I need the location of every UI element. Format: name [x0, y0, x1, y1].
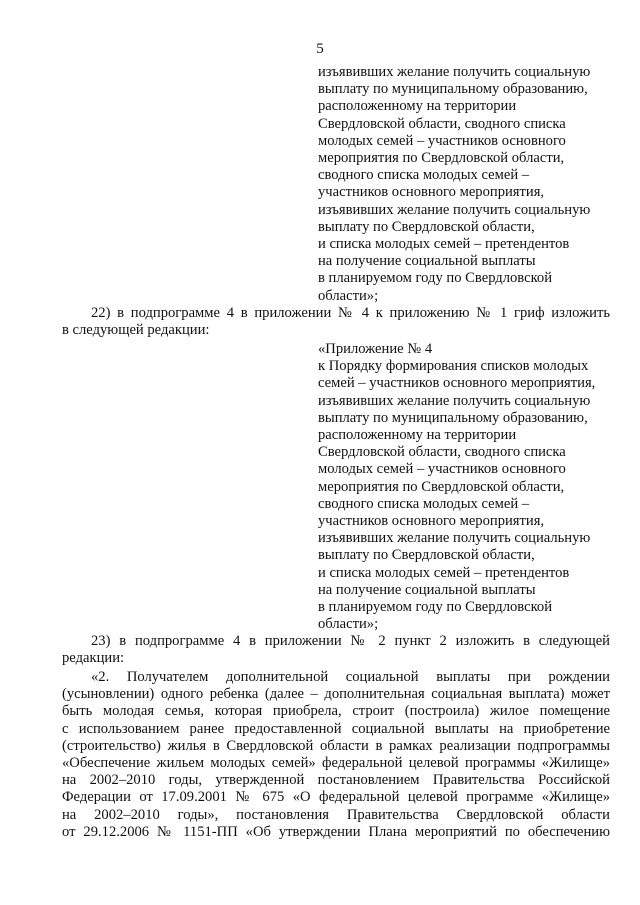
paragraph-line: 23) в подпрограмме 4 в приложении № 2 пункт 2 изложить в следующей: [91, 633, 610, 649]
grif-line: выплату по муниципальному образованию,: [318, 81, 588, 98]
paragraph-line: (строительство) жилья в Свердловской области в рамках реализации подпрограммы: [62, 737, 610, 754]
paragraph-line: от 29.12.2006 № 1151-ПП «Об утверждении Плана мероприятий по обеспечению: [62, 823, 610, 840]
grif-line: изъявивших желание получить социальную: [318, 201, 591, 218]
paragraph-line: «Обеспечение жильем молодых семей» федеральной целевой программы «Жилище»: [62, 755, 610, 772]
grif-continuation: [318, 64, 618, 305]
item-23-paragraph: [62, 633, 610, 667]
grif-line: участников основного мероприятия,: [318, 184, 545, 201]
grif-line: и списка молодых семей – претендентов: [318, 236, 570, 253]
grif-line: выплату по Свердловской области,: [318, 547, 535, 564]
paragraph-line: 22) в подпрограмме 4 в приложении № 4 к приложению № 1 гриф изложить: [91, 305, 610, 321]
paragraph-line: на 2002–2010 годы», постановления Правительства Свердловской области: [62, 806, 610, 823]
paragraph-line: в следующей редакции:: [62, 322, 210, 339]
grif-line: Свердловской области, сводного списка: [318, 115, 566, 132]
grif-line: расположенному на территории: [318, 98, 517, 115]
grif-line: в планируемом году по Свердловской: [318, 599, 553, 616]
grif-line: в планируемом году по Свердловской: [318, 270, 553, 287]
grif-line: расположенному на территории: [318, 427, 517, 444]
grif-line: области»;: [318, 616, 379, 633]
grif-line: молодых семей – участников основного: [318, 461, 566, 478]
grif-line: выплату по Свердловской области,: [318, 218, 535, 235]
item-22-paragraph: [62, 305, 610, 339]
paragraph-line: с использованием ранее предоставленной социальной выплаты на приобретение: [62, 720, 610, 737]
grif-line: изъявивших желание получить социальную: [318, 530, 591, 547]
grif-line: изъявивших желание получить социальную: [318, 392, 591, 409]
grif-line: сводного списка молодых семей –: [318, 167, 530, 184]
grif-line: и списка молодых семей – претендентов: [318, 564, 570, 581]
paragraph-line: «2. Получателем дополнительной социальной выплаты при рождении: [91, 669, 610, 685]
grif-line: на получение социальной выплаты: [318, 581, 536, 598]
grif-line: сводного списка молодых семей –: [318, 495, 530, 512]
paragraph-line: быть молодая семья, которая приобрела, строит (построила) жилое помещение: [62, 703, 610, 720]
paragraph-line: (усыновлении) одного ребенка (далее – дополнительная социальная выплата) может: [62, 686, 610, 703]
grif-line: участников основного мероприятия,: [318, 513, 545, 530]
paragraph-line: на 2002–2010 годы, утвержденной постановлением Правительства Российской: [62, 772, 610, 789]
grif-line: семей – участников основного мероприятия,: [318, 375, 596, 392]
grif-line: мероприятия по Свердловской области,: [318, 150, 565, 167]
grif-line: к Порядку формирования списков молодых: [318, 358, 589, 375]
grif-line: мероприятия по Свердловской области,: [318, 478, 565, 495]
grif-line: молодых семей – участников основного: [318, 132, 566, 149]
grif-line: «Приложение № 4: [318, 341, 433, 357]
grif-line: области»;: [318, 287, 379, 304]
paragraph-2: [62, 669, 610, 841]
grif-line: изъявивших желание получить социальную: [318, 64, 591, 80]
grif-line: на получение социальной выплаты: [318, 253, 536, 270]
paragraph-line: Федерации от 17.09.2001 № 675 «О федеральной целевой программе «Жилище»: [62, 789, 610, 806]
paragraph-line: редакции:: [62, 650, 125, 667]
grif-appendix-4: [318, 341, 618, 633]
grif-line: Свердловской области, сводного списка: [318, 444, 566, 461]
grif-line: выплату по муниципальному образованию,: [318, 409, 588, 426]
page-number: 5: [316, 41, 324, 57]
